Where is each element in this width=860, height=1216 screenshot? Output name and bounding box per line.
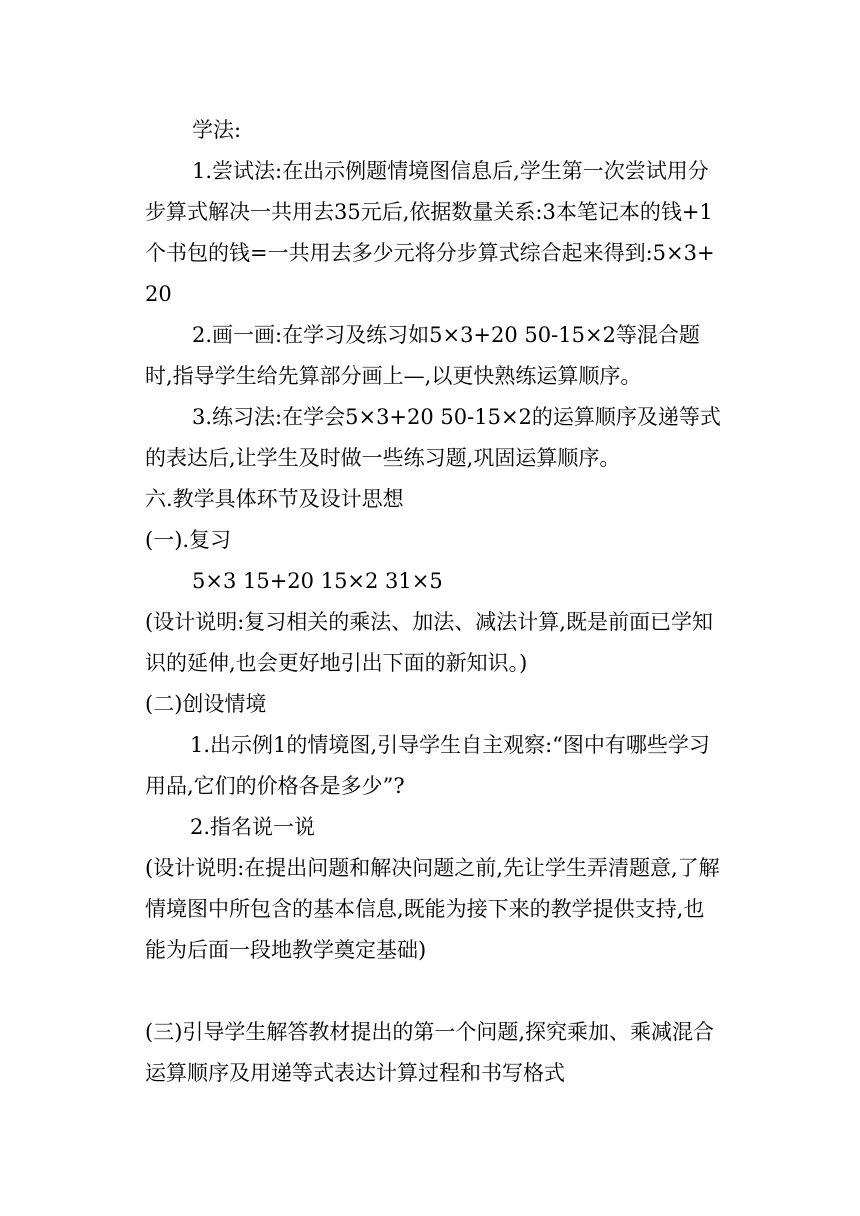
paragraph-name-say: 2.指名说一说: [190, 815, 316, 839]
review-expressions: 5×3 15+20 15×2 31×5: [192, 569, 443, 593]
paragraph-practice-method: 3.练习法:在学会5×3+20 50-15×2的运算顺序及递等式的表达后,让学生及时做一些练习题,巩固运算顺序。: [145, 405, 721, 470]
design-note-context: (设计说明:在提出问题和解决问题之前,先让学生弄清题意,了解情境图中所包含的基本信息,既能为接下来的教学提供支持,也能为后面一段地教学奠定基础): [145, 856, 720, 962]
blank-line: [145, 971, 725, 1012]
paragraph-study-methods-heading: 学法:: [192, 118, 242, 142]
subsection-create-context: (二)创设情境: [145, 692, 267, 716]
subsection-review: (一).复习: [145, 528, 232, 552]
paragraph-show-example: 1.出示例1的情境图,引导学生自主观察:“图中有哪些学习用品,它们的价格各是多少”?: [145, 733, 710, 798]
paragraph-trial-method: 1.尝试法:在出示例题情境图信息后,学生第一次尝试用分步算式解决一共用去35元后,依据数量关系:3本笔记本的钱+1个书包的钱=一共用去多少元将分步算式综合起来得到:5×3+20: [145, 159, 715, 306]
subsection-guide-answer: (三)引导学生解答教材提出的第一个问题,探究乘加、乘减混合运算顺序及用递等式表达计算过程和书写格式: [145, 1020, 715, 1085]
paragraph-drawing-method: 2.画一画:在学习及练习如5×3+20 50-15×2等混合题时,指导学生给先算部分画上—,以更快熟练运算顺序。: [145, 323, 700, 388]
document-body: [145, 110, 725, 1094]
design-note-review: (设计说明:复习相关的乘法、加法、减法计算,既是前面已学知识的延伸,也会更好地引出下面的新知识。): [145, 610, 713, 675]
section-heading-six: 六.教学具体环节及设计思想: [145, 487, 404, 511]
